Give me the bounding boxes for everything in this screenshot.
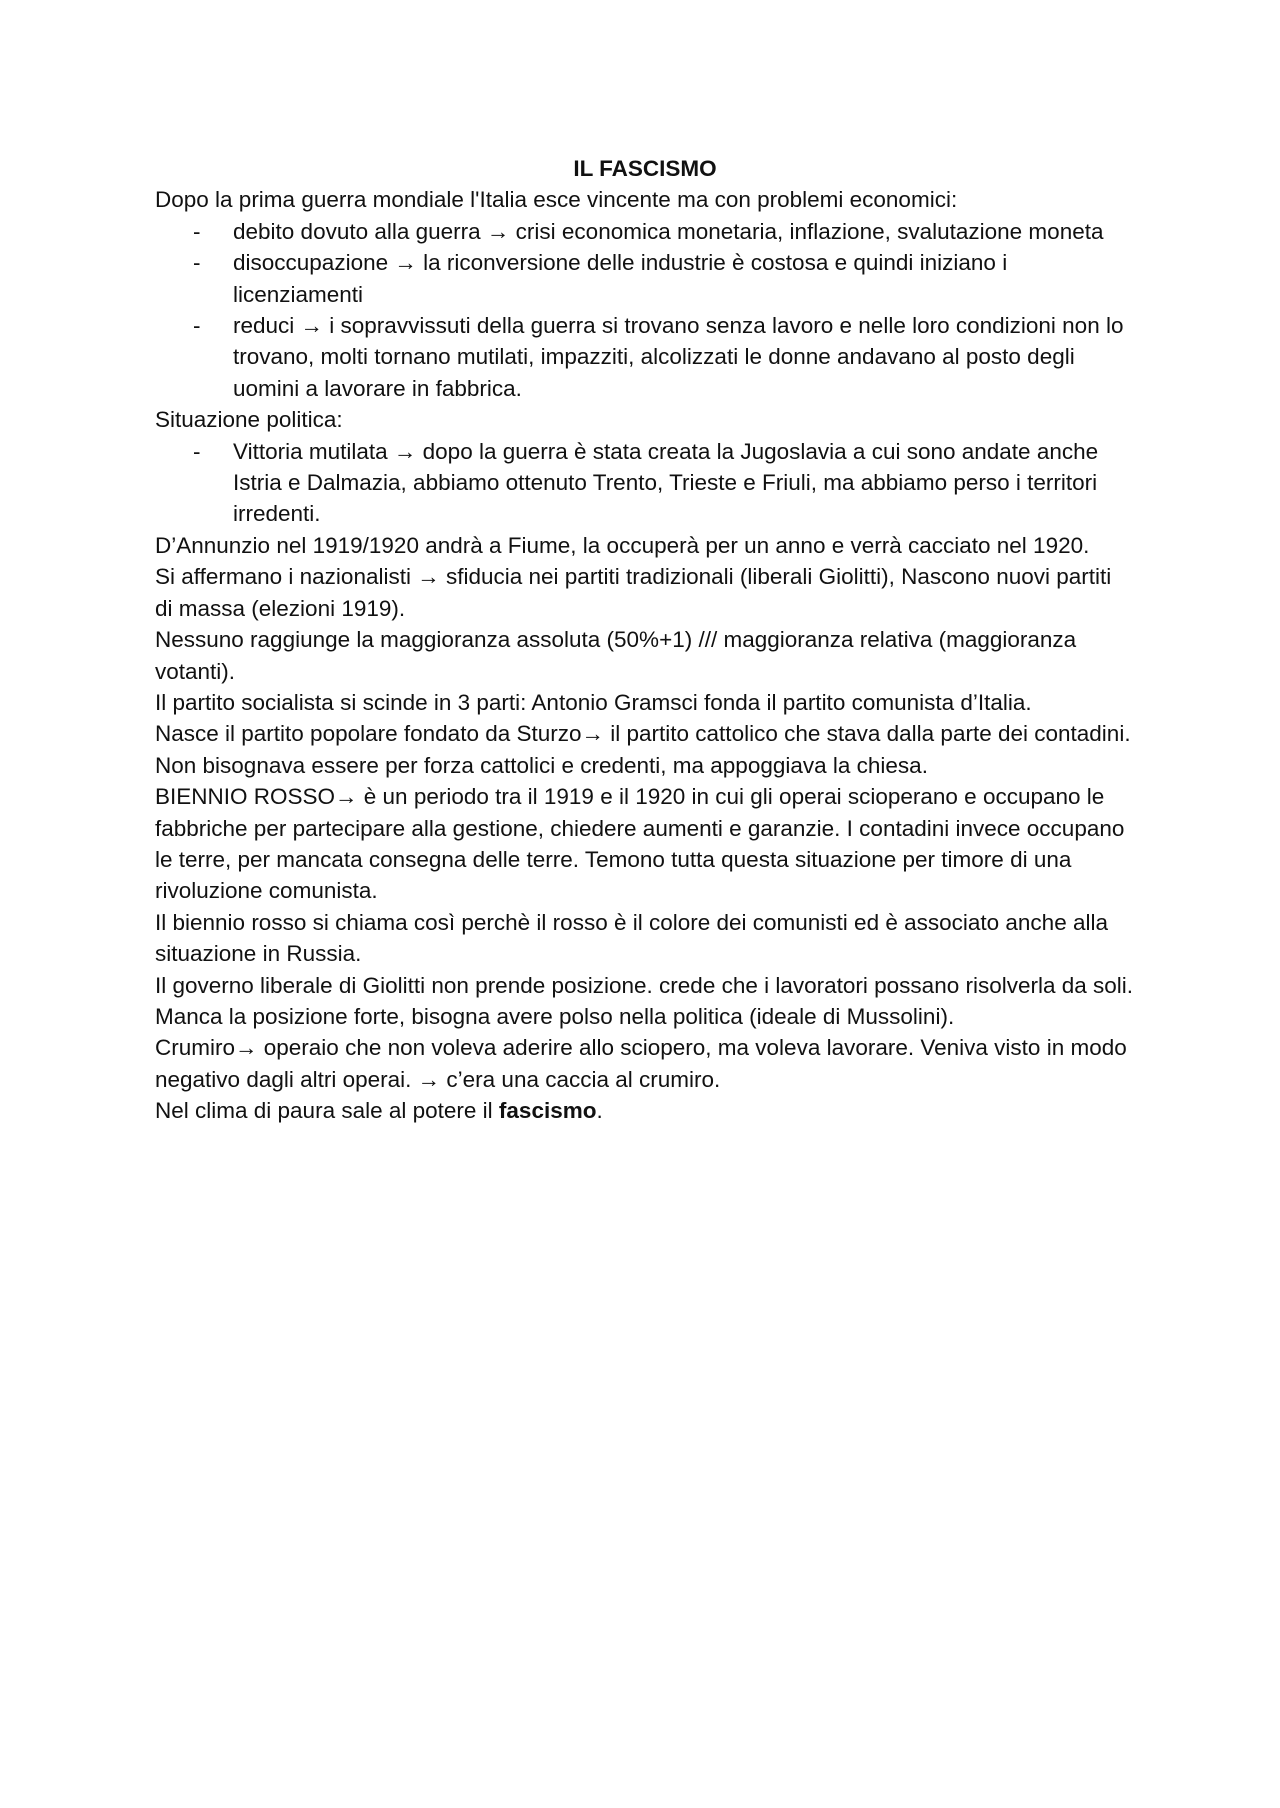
bullet-dash: - (193, 250, 201, 276)
page-title: IL FASCISMO (573, 156, 717, 181)
paragraph-dannunzio: D’Annunzio nel 1919/1920 andrà a Fiume, la occuperà per un anno e verrà cacciato nel 1920. (155, 532, 1090, 558)
closing-bold-term: fascismo (498, 1098, 597, 1124)
list-item (155, 436, 1135, 530)
closing-text: Nel clima di paura sale al potere il (155, 1098, 499, 1124)
paragraph-nazionalisti: Si affermano i nazionalisti → sfiducia nei partiti tradizionali (liberali Giolitti), Nascono nuovi partiti di massa (elezioni 1919). (155, 564, 1112, 621)
paragraph-partito-popolare: Nasce il partito popolare fondato da Sturzo→ il partito cattolico che stava dalla parte dei contadini. Non bisognava essere per forza cattolici e credenti, ma appoggiava la chiesa. (155, 721, 1131, 778)
list-item-text: Vittoria mutilata → dopo la guerra è stata creata la Jugoslavia a cui sono andate anche Istria e Dalmazia, abbiamo ottenuto Trento, Trieste e Friuli, ma abbiamo perso i territori irredenti. (233, 438, 1099, 527)
list-item (155, 216, 1135, 247)
list-item-text: disoccupazione → la riconversione delle industrie è costosa e quindi iniziano i licenziamenti (233, 250, 1008, 307)
political-heading: Situazione politica: (155, 407, 343, 433)
paragraph-biennio-rosso: BIENNIO ROSSO→ è un periodo tra il 1919 e il 1920 in cui gli operai scioperano e occupano le fabbriche per partecipare alla gestione, chiedere aumenti e garanzie. I contadini invece occupano le terre, per mancata consegna delle terre. Temono tutta questa situazione per timore di una rivoluzione comunista. (155, 784, 1125, 904)
list-item-text: reduci → i sopravvissuti della guerra si trovano senza lavoro e nelle loro condizioni non lo trovano, molti tornano mutilati, impazziti, alcolizzati le donne andavano al posto degli uomini a lavorare in fabbrica. (233, 313, 1124, 401)
political-points-list (155, 436, 1135, 530)
paragraph-governo-liberale: Il governo liberale di Giolitti non prende posizione. crede che i lavoratori possano risolverla da soli. Manca la posizione forte, bisogna avere polso nella politica (ideale di Mussolini). (155, 972, 1134, 1029)
paragraph-crumiro: Crumiro→ operaio che non voleva aderire allo sciopero, ma voleva lavorare. Veniva visto in modo negativo dagli altri operai. → c’era una caccia al crumiro. (155, 1035, 1127, 1092)
list-item-text: debito dovuto alla guerra → crisi economica monetaria, inflazione, svalutazione moneta (233, 218, 1104, 244)
closing-period: . (596, 1098, 603, 1124)
paragraph-biennio-rosso-nome: Il biennio rosso si chiama così perchè il rosso è il colore dei comunisti ed è associato anche alla situazione in Russia. (155, 909, 1108, 967)
bullet-dash: - (193, 438, 201, 464)
list-item (155, 247, 1135, 310)
bullet-dash: - (193, 313, 201, 339)
paragraph-maggioranza: Nessuno raggiunge la maggioranza assoluta (50%+1) /// maggioranza relativa (maggioranza votanti). (155, 627, 1077, 684)
paragraph-partito-socialista: Il partito socialista si scinde in 3 parti: Antonio Gramsci fonda il partito comunista d’Italia. (155, 689, 1032, 715)
bullet-dash: - (193, 218, 201, 244)
list-item (155, 310, 1135, 404)
document-body (155, 153, 1135, 1127)
economic-problems-list (155, 216, 1135, 404)
intro-paragraph: Dopo la prima guerra mondiale l'Italia esce vincente ma con problemi economici: (155, 187, 958, 213)
closing-paragraph (155, 1095, 1135, 1126)
